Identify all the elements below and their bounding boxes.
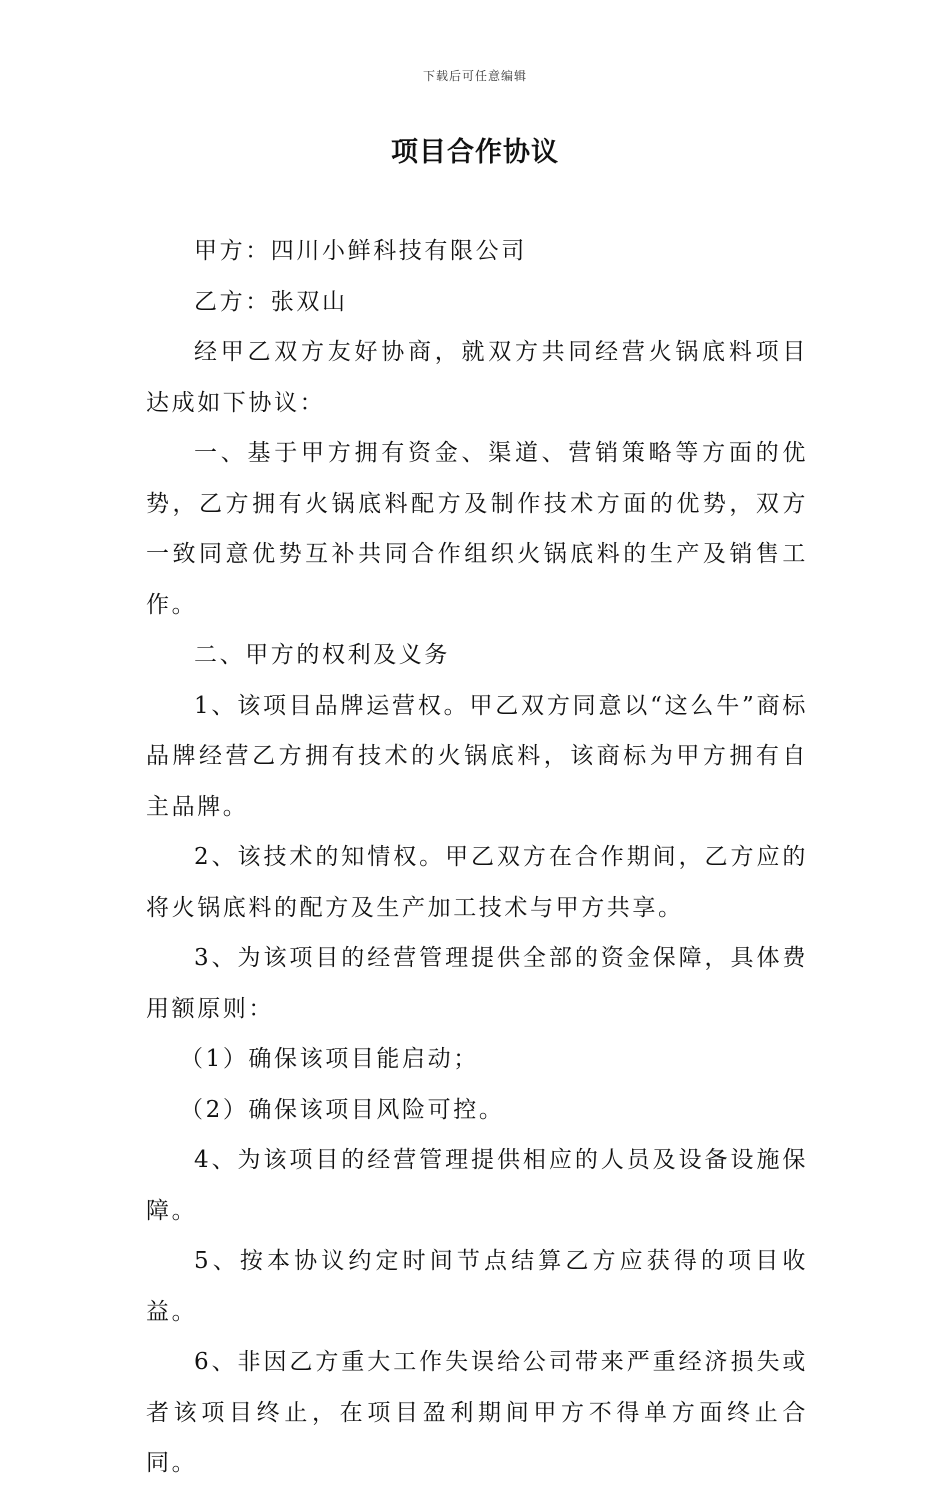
party-a-line: 甲方：四川小鲜科技有限公司 — [194, 238, 527, 264]
section-2-heading: 二、甲方的权利及义务 — [194, 642, 450, 668]
document-body — [146, 226, 808, 1489]
clause-3: 3、为该项目的经营管理提供全部的资金保障，具体费用额原则： — [146, 945, 808, 1022]
clause-3-sub-1: （1）确保该项目能启动； — [180, 1046, 479, 1072]
clause-3-sub-2: （2）确保该项目风险可控。 — [180, 1096, 505, 1123]
clause-4: 4、为该项目的经营管理提供相应的人员及设备设施保障。 — [146, 1147, 808, 1224]
intro-paragraph: 经甲乙双方友好协商，就双方共同经营火锅底料项目达成如下协议： — [146, 339, 808, 416]
clause-1: 1、该项目品牌运营权。甲乙双方同意以“这么牛”商标品牌经营乙方拥有技术的火锅底料，该商标为甲方拥有自主品牌。 — [146, 692, 808, 820]
section-1-paragraph: 一、基于甲方拥有资金、渠道、营销策略等方面的优势，乙方拥有火锅底料配方及制作技术方面的优势，双方一致同意优势互补共同合作组织火锅底料的生产及销售工作。 — [146, 440, 808, 618]
clause-2: 2、该技术的知情权。甲乙双方在合作期间，乙方应的将火锅底料的配方及生产加工技术与甲方共享。 — [146, 844, 808, 921]
page-header-note: 下载后可任意编辑 — [422, 69, 527, 83]
clause-6: 6、非因乙方重大工作失误给公司带来严重经济损失或者该项目终止，在项目盈利期间甲方不得单方面终止合同。 — [146, 1349, 808, 1476]
document-title: 项目合作协议 — [391, 137, 559, 168]
party-b-line: 乙方：张双山 — [194, 288, 348, 315]
clause-5: 5、按本协议约定时间节点结算乙方应获得的项目收益。 — [146, 1248, 808, 1325]
